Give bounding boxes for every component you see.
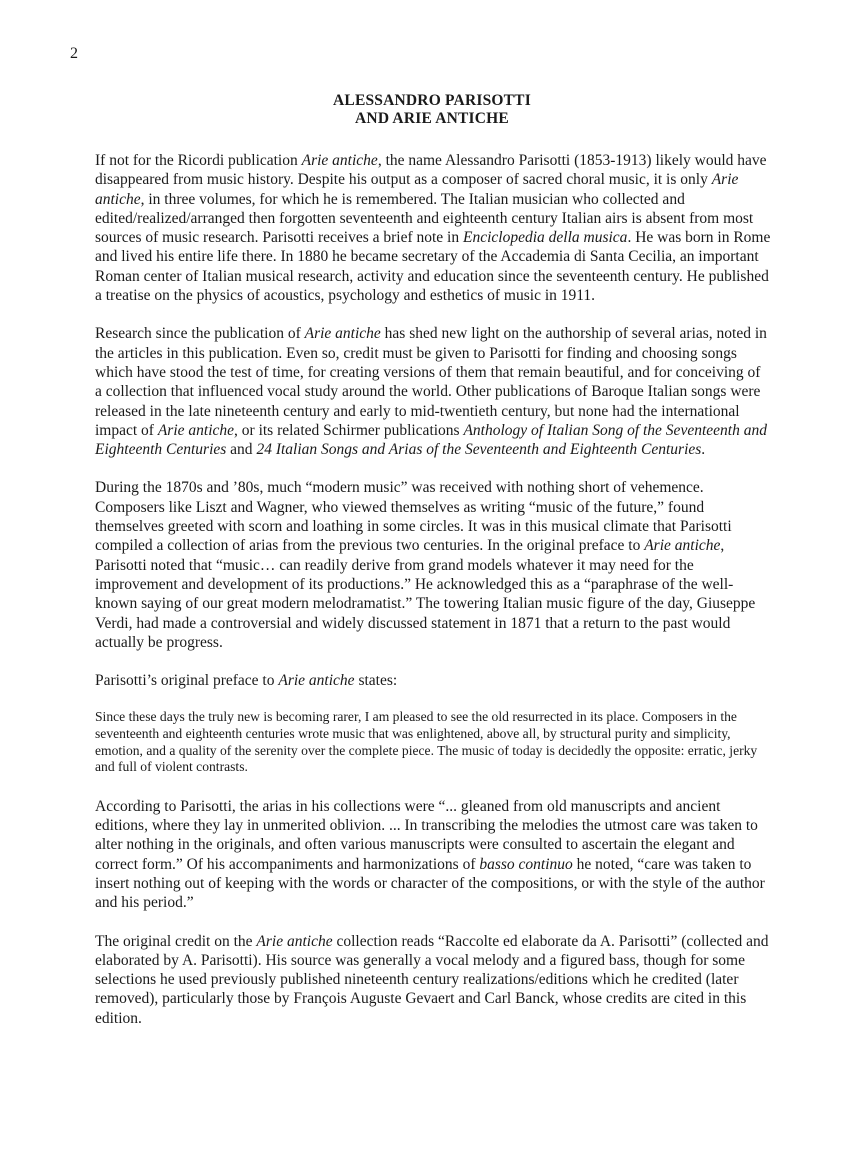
document-body	[95, 151, 771, 1028]
paragraph-credit: The original credit on the Arie antiche collection reads “Raccolte ed elaborate da A. Parisotti” (collected and elaborated by A. Parisotti). His source was generally a vocal melody and a figured bass, though for some selections he used previously published nineteenth century realizations/editions which he credited (later removed), particularly those by François Auguste Gevaert and Carl Banck, whose credits are cited in this edition.	[95, 932, 769, 1027]
paragraph-preface-lead-in: Parisotti’s original preface to Arie antiche states:	[95, 672, 398, 690]
page-title-line1: ALESSANDRO PARISOTTI	[333, 92, 531, 109]
page-title-line2: AND ARIE ANTICHE	[355, 109, 509, 127]
page-number: 2	[70, 45, 78, 62]
paragraph-research: Research since the publication of Arie antiche has shed new light on the authorship of several arias, noted in the articles in this publication. Even so, credit must be given to Parisotti for finding and choosing songs which have stood the test of time, for creating versions of them that remain beautiful, and for conceiving of a collection that influenced vocal study around the world. Other publications of Baroque Italian songs were released in the late nineteenth century and early to mid-twentieth century, but none had the international impact of Arie antiche, or its related Schirmer publications Anthology of Italian Song of the Seventeenth and Eighteenth Centuries and 24 Italian Songs and Arias of the Seventeenth and Eighteenth Centuries.	[95, 325, 767, 459]
paragraph-intro: If not for the Ricordi publication Arie antiche, the name Alessandro Parisotti (1853-1913) likely would have disappeared from music history. Despite his output as a composer of sacred choral music, it is only Arie antiche, in three volumes, for which he is remembered. The Italian musician who collected and edited/realized/arranged then forgotten seventeenth and eighteenth century Italian airs is absent from most sources of music research. Parisotti receives a brief note in Enciclopedia della musica. He was born in Rome and lived his entire life there. In 1880 he became secretary of the Accademia di Santa Cecilia, an important Roman center of Italian musical research, activity and education since the seventeenth century. He published a treatise on the physics of acoustics, psychology and esthetics of music in 1911.	[95, 152, 771, 305]
paragraph-musical-climate: During the 1870s and ’80s, much “modern music” was received with nothing short of vehemence. Composers like Liszt and Wagner, who viewed themselves as writing “music of the future,” found themselves greeted with scorn and loathing in some circles. It was in this musical climate that Parisotti compiled a collection of arias from the previous two centuries. In the original preface to Arie antiche, Parisotti noted that “music… can readily derive from grand models whatever it may need for the improvement and development of its productions.” He acknowledged this as a “paraphrase of the well-known saying of our great modern melodramatist.” The towering Italian music figure of the day, Giuseppe Verdi, had made a controversial and widely discussed statement in 1871 that a return to the past would actually be progress.	[95, 479, 756, 651]
block-quote-preface: Since these days the truly new is becoming rarer, I am pleased to see the old resurrected in its place. Composers in the seventeenth and eighteenth centuries wrote music that was enlightened, above all, by structural purity and simplicity, emotion, and a quality of the serenity over the complete piece. The music of today is decidedly the opposite: erratic, jerky and full of violent contrasts.	[95, 709, 758, 775]
page-title	[0, 0, 864, 127]
paragraph-transcription: According to Parisotti, the arias in his collections were “... gleaned from old manuscripts and ancient editions, where they lay in unmerited oblivion. ... In transcribing the melodies the utmost care was taken to alter nothing in the originals, and often various manuscripts were consulted to ascertain the elegant and correct form.” Of his accompaniments and harmonizations of basso continuo he noted, “care was taken to insert nothing out of keeping with the words or character of the compositions, or with the style of the author and his period.”	[95, 797, 765, 912]
